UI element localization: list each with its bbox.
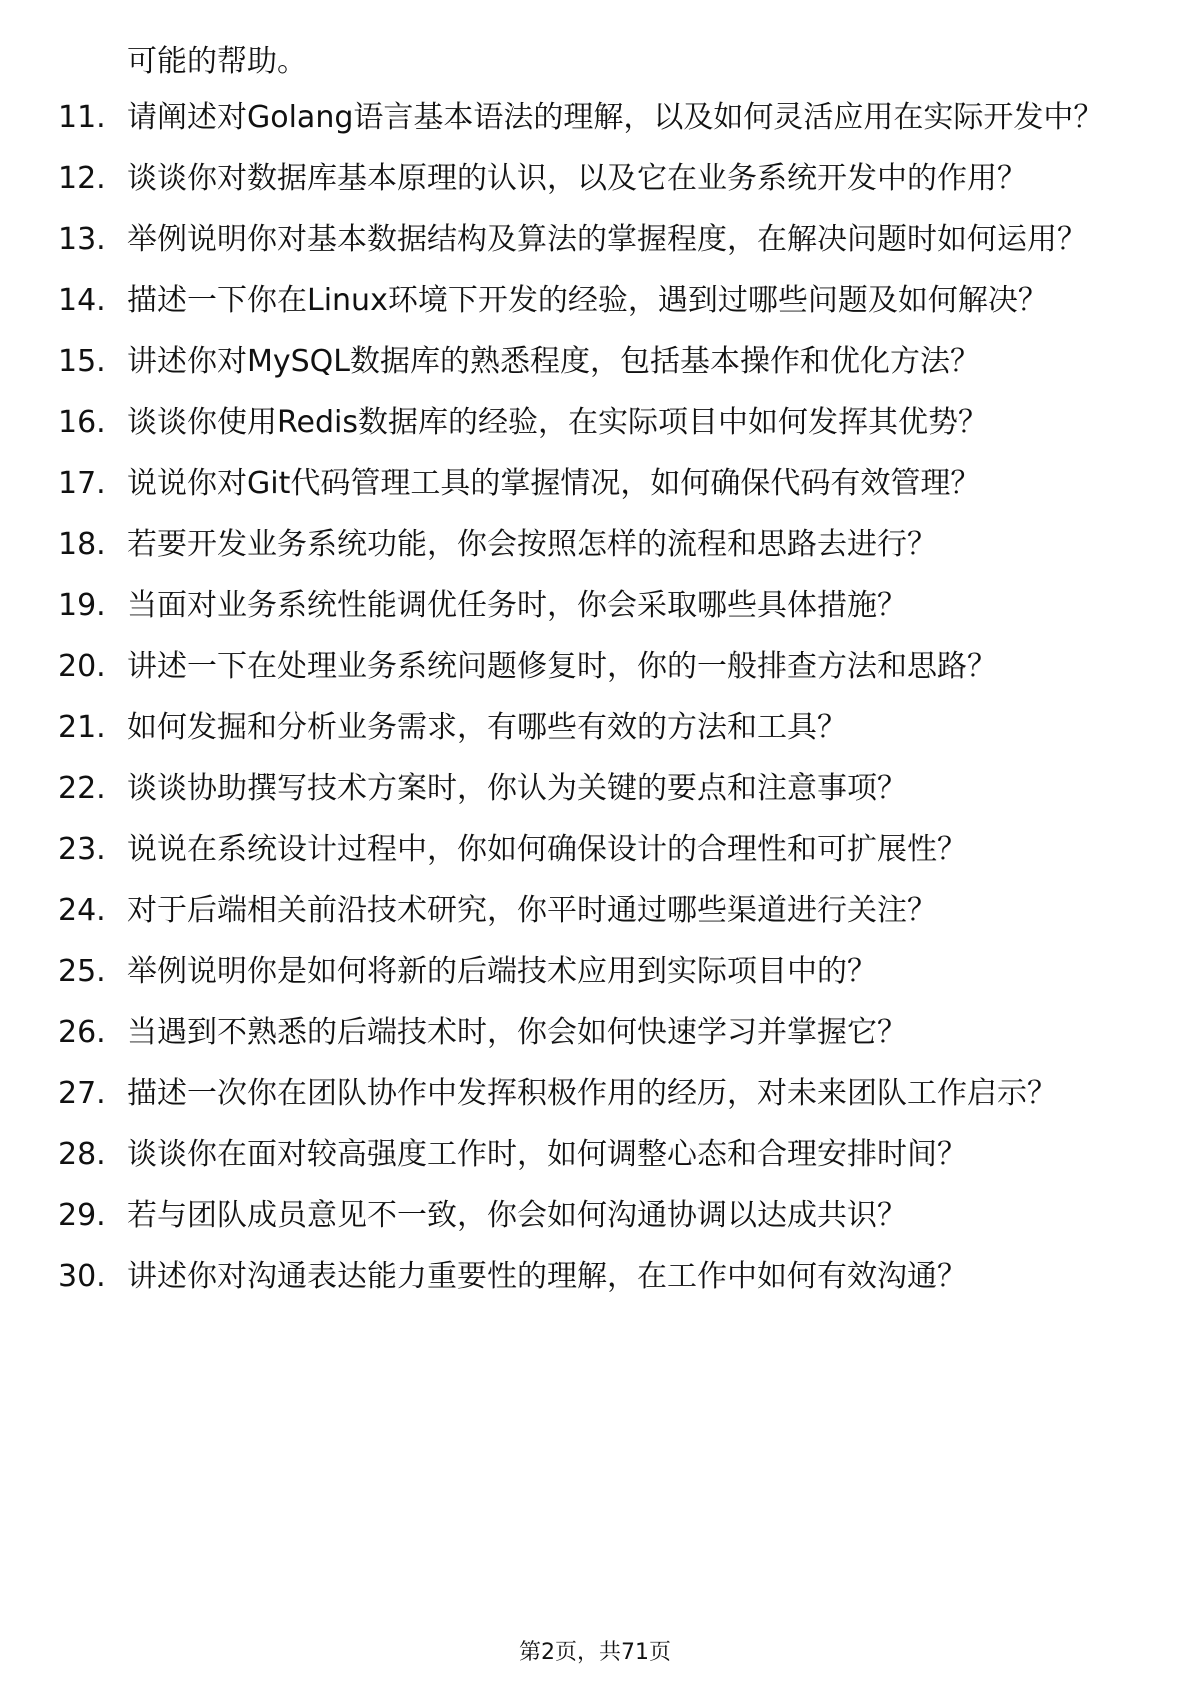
question-number: 13. — [58, 222, 106, 257]
document-content — [0, 42, 1190, 1318]
question-text: 说说你对Git代码管理工具的掌握情况，如何确保代码有效管理？ — [127, 466, 981, 501]
question-number: 11. — [58, 100, 106, 135]
question-text: 描述一下你在Linux环境下开发的经验，遇到过哪些问题及如何解决？ — [127, 283, 1048, 318]
question-text: 谈谈你在面对较高强度工作时，如何调整心态和合理安排时间？ — [127, 1137, 967, 1172]
question-item — [0, 647, 1190, 687]
question-number: 30. — [58, 1259, 106, 1294]
question-number: 19. — [58, 588, 106, 623]
question-item — [0, 1074, 1190, 1114]
question-text: 举例说明你是如何将新的后端技术应用到实际项目中的？ — [127, 954, 877, 989]
question-item — [0, 525, 1190, 565]
question-number: 16. — [58, 405, 106, 440]
question-item — [0, 769, 1190, 809]
question-item — [0, 342, 1190, 382]
question-item — [0, 830, 1190, 870]
question-number: 17. — [58, 466, 106, 501]
question-item — [0, 464, 1190, 504]
question-text: 请阐述对Golang语言基本语法的理解，以及如何灵活应用在实际开发中？ — [127, 100, 1104, 135]
question-number: 15. — [58, 344, 106, 379]
question-text: 讲述你对沟通表达能力重要性的理解，在工作中如何有效沟通？ — [127, 1259, 967, 1294]
question-text: 如何发掘和分析业务需求，有哪些有效的方法和工具？ — [127, 710, 847, 745]
question-number: 21. — [58, 710, 106, 745]
question-number: 18. — [58, 527, 106, 562]
question-text: 描述一次你在团队协作中发挥积极作用的经历，对未来团队工作启示？ — [127, 1076, 1057, 1111]
continuation-text: 可能的帮助。 — [127, 44, 307, 79]
question-text: 对于后端相关前沿技术研究，你平时通过哪些渠道进行关注？ — [127, 893, 937, 928]
question-item — [0, 159, 1190, 199]
question-text: 讲述你对MySQL数据库的熟悉程度，包括基本操作和优化方法？ — [127, 344, 981, 379]
question-item — [0, 891, 1190, 931]
question-list — [0, 98, 1190, 1297]
question-number: 25. — [58, 954, 106, 989]
question-item — [0, 98, 1190, 138]
question-text: 若与团队成员意见不一致，你会如何沟通协调以达成共识？ — [127, 1198, 907, 1233]
question-item — [0, 1013, 1190, 1053]
question-item — [0, 1257, 1190, 1297]
question-number: 26. — [58, 1015, 106, 1050]
question-item — [0, 220, 1190, 260]
question-text: 当遇到不熟悉的后端技术时，你会如何快速学习并掌握它？ — [127, 1015, 907, 1050]
question-number: 28. — [58, 1137, 106, 1172]
question-item — [0, 281, 1190, 321]
question-number: 12. — [58, 161, 106, 196]
question-number: 22. — [58, 771, 106, 806]
question-number: 27. — [58, 1076, 106, 1111]
question-item — [0, 1135, 1190, 1175]
question-number: 24. — [58, 893, 106, 928]
question-number: 14. — [58, 283, 106, 318]
question-text: 举例说明你对基本数据结构及算法的掌握程度，在解决问题时如何运用？ — [127, 222, 1087, 257]
question-number: 29. — [58, 1198, 106, 1233]
question-text: 当面对业务系统性能调优任务时，你会采取哪些具体措施？ — [127, 588, 907, 623]
question-item — [0, 952, 1190, 992]
page-footer: 第2页，共71页 — [519, 1640, 671, 1665]
question-item — [0, 403, 1190, 443]
question-text: 说说在系统设计过程中，你如何确保设计的合理性和可扩展性？ — [127, 832, 967, 867]
question-item — [0, 708, 1190, 748]
question-number: 23. — [58, 832, 106, 867]
question-text: 若要开发业务系统功能，你会按照怎样的流程和思路去进行？ — [127, 527, 937, 562]
question-text: 讲述一下在处理业务系统问题修复时，你的一般排查方法和思路？ — [127, 649, 997, 684]
question-text: 谈谈你使用Redis数据库的经验，在实际项目中如何发挥其优势？ — [127, 405, 988, 440]
question-item — [0, 1196, 1190, 1236]
question-item — [0, 586, 1190, 626]
question-text: 谈谈你对数据库基本原理的认识，以及它在业务系统开发中的作用？ — [127, 161, 1027, 196]
question-number: 20. — [58, 649, 106, 684]
question-text: 谈谈协助撰写技术方案时，你认为关键的要点和注意事项？ — [127, 771, 907, 806]
